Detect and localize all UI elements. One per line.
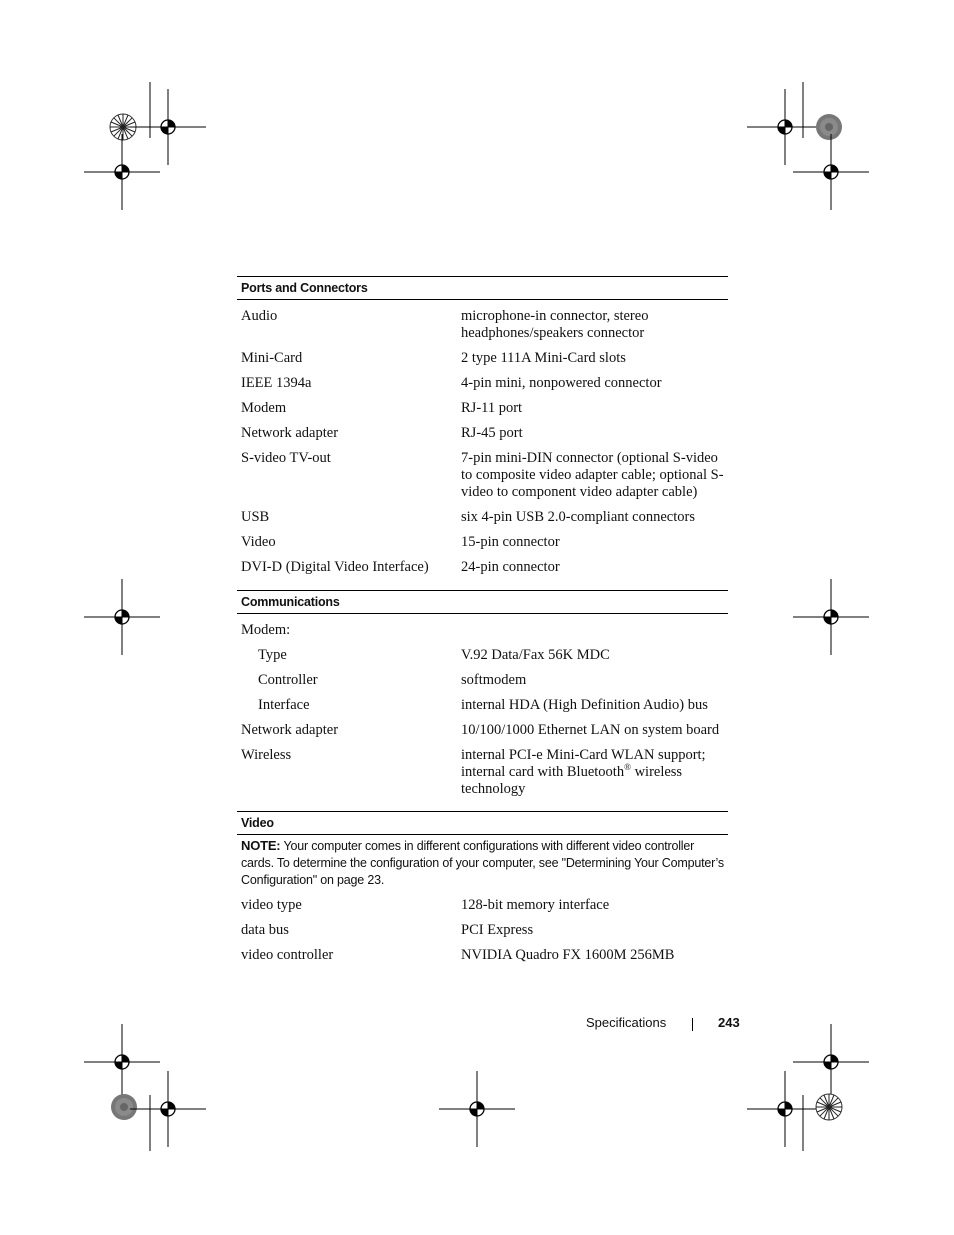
video-note <box>237 835 728 889</box>
spec-row <box>237 400 728 417</box>
video-section <box>237 811 728 964</box>
spec-row <box>237 534 728 551</box>
registered-mark: ® <box>624 762 631 773</box>
ports-connectors-section <box>237 276 728 576</box>
spec-value: internal HDA (High Definition Audio) bus <box>461 697 708 713</box>
spec-label: Video <box>241 534 276 550</box>
spec-label: DVI-D (Digital Video Interface) <box>241 559 429 575</box>
spec-sublabel: Interface <box>258 697 310 713</box>
spec-label: Modem: <box>241 622 291 638</box>
spec-row <box>237 672 728 689</box>
spec-value: 15-pin connector <box>461 534 560 550</box>
communications-section <box>237 590 728 798</box>
spec-row <box>237 747 728 798</box>
spec-value: six 4-pin USB 2.0-compliant connectors <box>461 509 695 525</box>
communications-rows <box>237 614 728 798</box>
spec-row <box>237 450 728 501</box>
spec-value: softmodem <box>461 672 527 688</box>
spec-label: Network adapter <box>241 722 339 738</box>
spec-row <box>237 697 728 714</box>
spec-value: 24-pin connector <box>461 559 560 575</box>
footer-section-name: Specifications <box>586 1015 667 1030</box>
wireless-text-end: wireless technology <box>461 764 683 797</box>
spec-row <box>237 350 728 367</box>
video-section-heading: Video <box>237 811 728 835</box>
spec-value <box>461 747 728 798</box>
spec-value: PCI Express <box>461 922 534 938</box>
spec-label: USB <box>241 509 270 525</box>
spec-row <box>237 559 728 576</box>
spec-row <box>237 375 728 392</box>
spec-sublabel: Type <box>258 647 287 663</box>
spec-sublabel: Controller <box>258 672 318 688</box>
spec-value <box>461 622 728 639</box>
spec-value: 4-pin mini, nonpowered connector <box>461 375 662 391</box>
spec-label: Modem <box>241 400 287 416</box>
note-text: Your computer comes in different configurations with different video controller cards. To determine the configuration of your computer, see "Determining Your Computer’s Configuration" on page 23. <box>241 839 724 887</box>
spec-value: NVIDIA Quadro FX 1600M 256MB <box>461 947 675 963</box>
spec-label: data bus <box>241 922 289 938</box>
video-rows <box>237 889 728 964</box>
spec-row <box>237 425 728 442</box>
spec-label: Network adapter <box>241 425 339 441</box>
spec-label: video controller <box>241 947 334 963</box>
spec-value: 7-pin mini-DIN connector (optional S-video to composite video adapter cable; optional S-video to component video adapter cable) <box>461 450 724 500</box>
spec-row <box>237 722 728 739</box>
spec-row <box>237 922 728 939</box>
spec-value: 128-bit memory interface <box>461 897 610 913</box>
footer-divider <box>692 1018 693 1031</box>
spec-row <box>237 947 728 964</box>
spec-label: Wireless <box>241 747 292 763</box>
spec-row <box>237 622 728 639</box>
communications-section-heading: Communications <box>237 590 728 614</box>
spec-label: video type <box>241 897 302 913</box>
spec-value: 10/100/1000 Ethernet LAN on system board <box>461 722 720 738</box>
spec-label: S-video TV-out <box>241 450 331 466</box>
spec-row <box>237 897 728 914</box>
spec-value: RJ-11 port <box>461 400 523 416</box>
spec-row <box>237 647 728 664</box>
spec-value: RJ-45 port <box>461 425 523 441</box>
spec-value: microphone-in connector, stereo headphones/speakers connector <box>461 308 649 341</box>
spec-value: V.92 Data/Fax 56K MDC <box>461 647 610 663</box>
ports-section-heading: Ports and Connectors <box>237 276 728 300</box>
spec-label: Mini-Card <box>241 350 303 366</box>
spec-label: IEEE 1394a <box>241 375 312 391</box>
wireless-text: internal PCI-e Mini-Card WLAN support; internal card with Bluetooth <box>461 747 706 780</box>
spec-label: Audio <box>241 308 278 324</box>
note-label: NOTE: <box>241 838 281 853</box>
page-number: 243 <box>718 1015 740 1030</box>
ports-rows <box>237 300 728 576</box>
spec-row <box>237 509 728 526</box>
spec-row <box>237 308 728 342</box>
spec-value: 2 type 111A Mini-Card slots <box>461 350 626 366</box>
